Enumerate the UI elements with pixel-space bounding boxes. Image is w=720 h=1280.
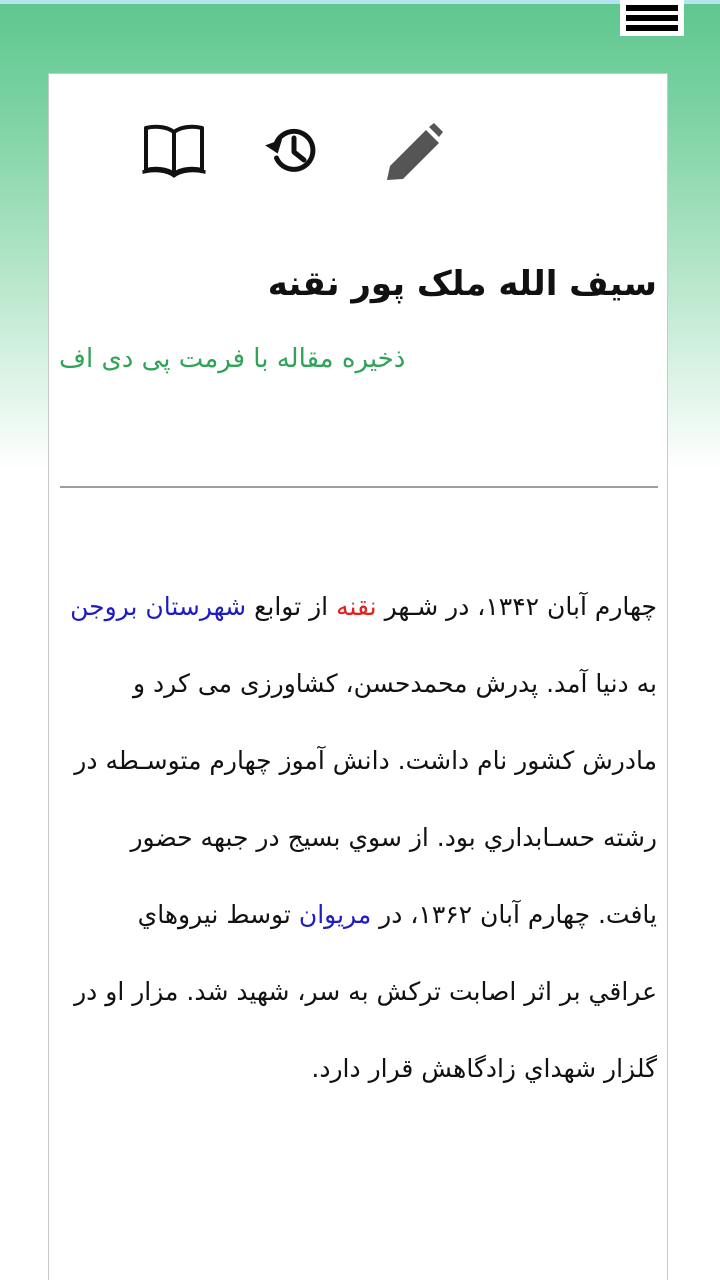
link-naghneh[interactable]: نقنه	[336, 592, 377, 621]
article-text: چهارم آبان ۱۳۴۲، در شـهر	[376, 592, 657, 621]
book-icon[interactable]	[142, 122, 206, 178]
article-text: به دنیا آمد. پدرش محمدحسن، کشاورزی می کرد و مادرش کشور نام داشت. دانش آموز چهارم متوسـطه در رشته حسـابداري بود. از سوي بسیج در جبهه حضور یافت. چهارم آبان ۱۳۶۲، در	[74, 669, 657, 929]
top-accent-line	[0, 0, 720, 4]
save-as-pdf-link[interactable]: ذخیره مقاله با فرمت پی دی اف	[59, 344, 406, 374]
hamburger-menu-icon[interactable]	[620, 0, 684, 36]
history-icon[interactable]	[264, 122, 320, 178]
article-card	[48, 73, 668, 1280]
link-marivan[interactable]: مریوان	[298, 900, 372, 929]
article-text: توسط نیروهاي عراقي بر اثر اصابت ترکش به سر، شهید شد. مزار او در گلزار شهداي زادگاهش قرار دارد.	[74, 900, 657, 1083]
article-paragraph	[67, 568, 657, 1107]
article-text: از توابع	[246, 592, 337, 621]
menu-bar-bottom	[626, 25, 678, 31]
menu-bar-middle	[626, 15, 678, 21]
link-borujen-county[interactable]: شهرستان بروجن	[70, 592, 247, 621]
page-title: سیف الله ملک پور نقنه	[267, 264, 657, 304]
divider	[60, 486, 658, 488]
edit-pencil-icon[interactable]	[384, 122, 444, 184]
menu-bar-top	[626, 5, 678, 11]
